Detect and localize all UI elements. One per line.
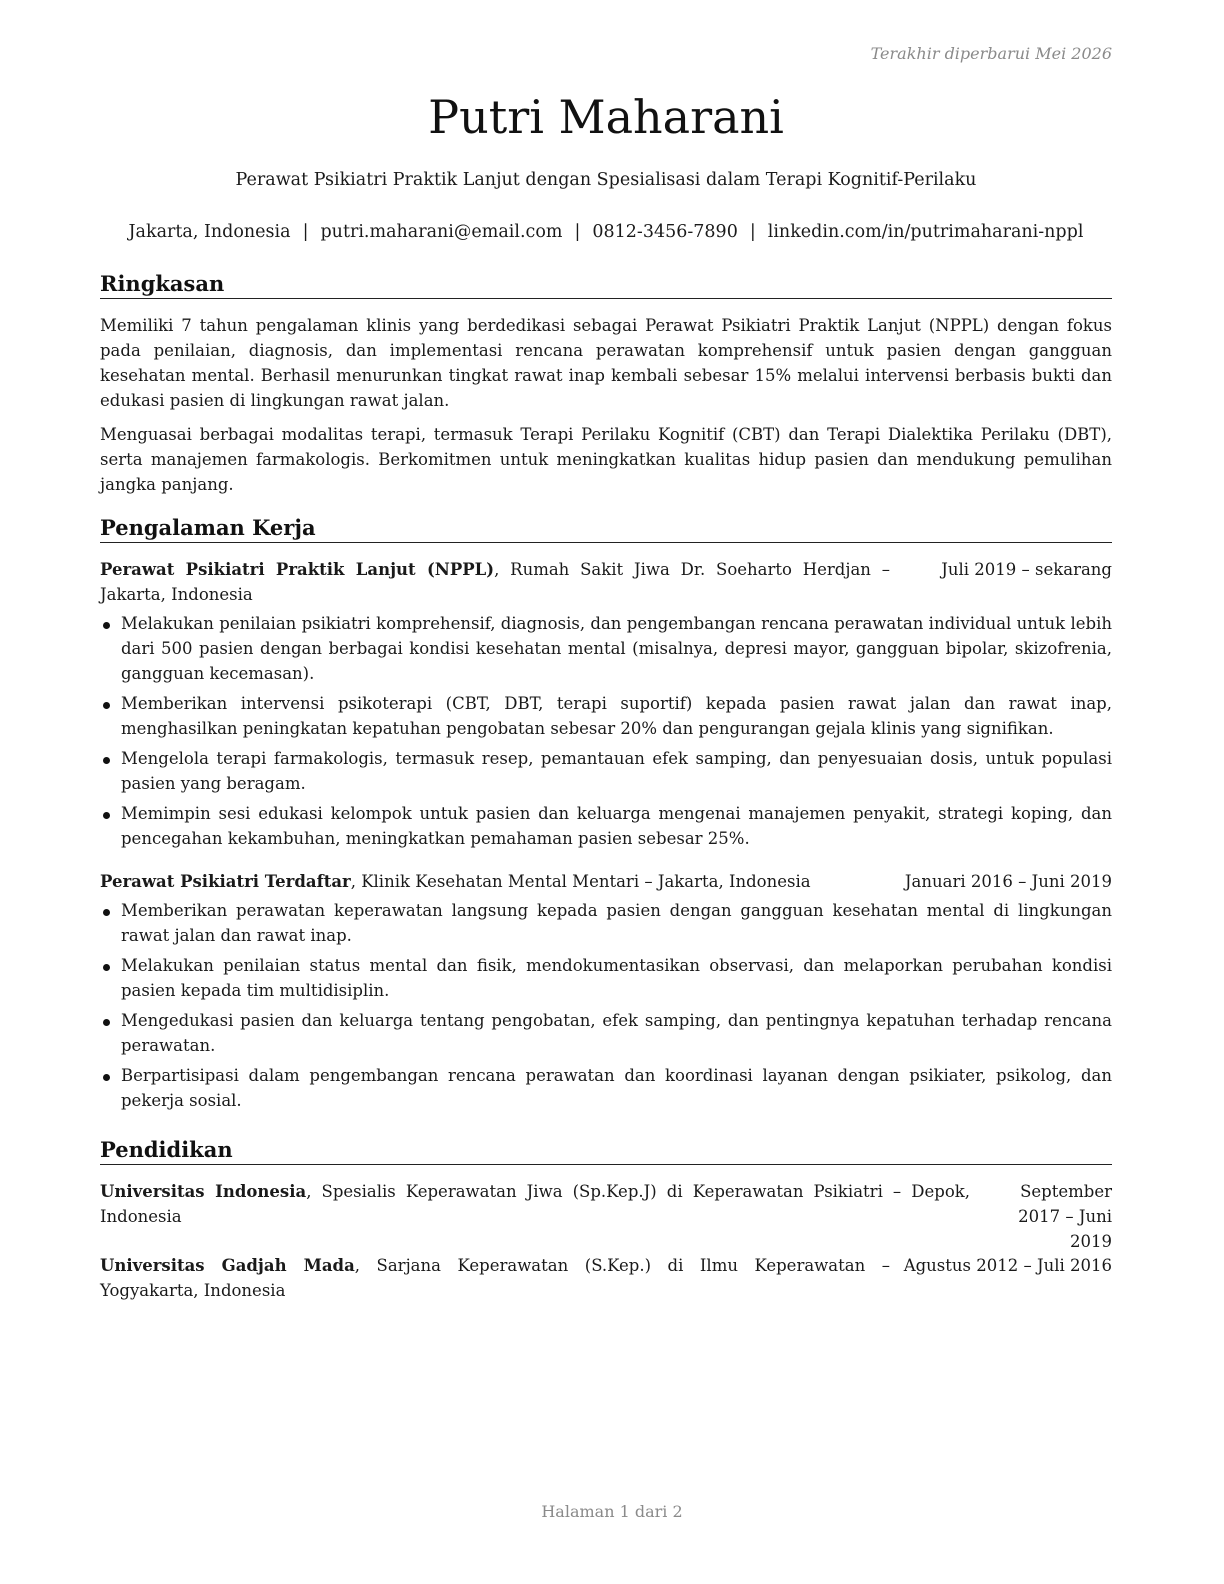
education-detail: , Sarjana Keperawatan (S.Kep.) di Ilmu Keperawatan – Yogyakarta, Indonesia: [100, 1256, 890, 1300]
education-entry: [100, 1253, 1112, 1303]
job-bullet: [100, 801, 1112, 851]
summary-section: [100, 270, 1112, 497]
bullet-icon: [103, 702, 110, 709]
bullet-icon: [103, 812, 110, 819]
job-dates: Juli 2019 – sekarang: [941, 560, 1112, 579]
job-bullet-list: [100, 898, 1112, 1113]
bullet-icon: [103, 1019, 110, 1026]
bullet-icon: [103, 757, 110, 764]
section-title-summary: Ringkasan: [100, 270, 1112, 299]
section-title-experience: Pengalaman Kerja: [100, 514, 1112, 543]
contact-separator: |: [749, 222, 756, 242]
experience-section: [100, 514, 1112, 1118]
education-dates: Agustus 2012 – Juli 2016: [903, 1256, 1112, 1275]
contact-separator: |: [302, 222, 309, 242]
summary-paragraph: Memiliki 7 tahun pengalaman klinis yang berdedikasi sebagai Perawat Psikiatri Praktik Lanjut (NPPL) dengan fokus pada penilaian, diagnosis, dan implementasi rencana perawatan komprehensif untuk pasien dengan gangguan kesehatan mental. Berhasil menurunkan tingkat rawat inap kembali sebesar 15% melalui intervensi berbasis bukti dan edukasi pasien di lingkungan rawat jalan.: [100, 316, 1112, 410]
job-header: [100, 557, 1112, 607]
job-bullet: [100, 691, 1112, 741]
job-bullet-text: Memberikan perawatan keperawatan langsung kepada pasien dengan gangguan kesehatan mental di lingkungan rawat jalan dan rawat inap.: [121, 901, 1112, 945]
last-updated-note: Terakhir diperbarui Mei 2026: [870, 44, 1112, 63]
summary-paragraph: Menguasai berbagai modalitas terapi, termasuk Terapi Perilaku Kognitif (CBT) dan Terapi Dialektika Perilaku (DBT), serta manajemen farmakologis. Berkomitmen untuk meningkatkan kualitas hidup pasien dan mendukung pemulihan jangka panjang.: [100, 425, 1112, 494]
contact-line: [100, 220, 1112, 244]
job-bullet-text: Mengedukasi pasien dan keluarga tentang pengobatan, efek samping, dan pentingnya kepatuhan terhadap rencana perawatan.: [121, 1011, 1112, 1055]
education-entry: [100, 1179, 1112, 1251]
job-role: Perawat Psikiatri Praktik Lanjut (NPPL): [100, 560, 495, 579]
contact-email[interactable]: putri.maharani@email.com: [320, 222, 563, 242]
job-role: Perawat Psikiatri Terdaftar: [100, 872, 351, 891]
job-bullet: [100, 1063, 1112, 1113]
job-organization: , Klinik Kesehatan Mental Mentari – Jakarta, Indonesia: [350, 872, 811, 891]
job-bullet-text: Memberikan intervensi psikoterapi (CBT, DBT, terapi suportif) kepada pasien rawat jalan dan rawat inap, menghasilkan peningkatan kepatuhan pengobatan sebesar 20% dan pengurangan gejala klinis yang signifikan.: [121, 694, 1112, 738]
contact-location: Jakarta, Indonesia: [128, 222, 291, 242]
education-school: Universitas Gadjah Mada: [100, 1256, 355, 1275]
job-entry: [100, 869, 1112, 1113]
job-bullet-text: Mengelola terapi farmakologis, termasuk resep, pemantauan efek samping, dan penyesuaian dosis, untuk populasi pasien yang beragam.: [121, 749, 1112, 793]
bullet-icon: [103, 909, 110, 916]
candidate-name: Putri Maharani: [428, 90, 784, 144]
job-bullet-text: Melakukan penilaian status mental dan fisik, mendokumentasikan observasi, dan melaporkan perubahan kondisi pasien kepada tim multidisiplin.: [121, 956, 1112, 1000]
education-school: Universitas Indonesia: [100, 1182, 307, 1201]
bullet-icon: [103, 964, 110, 971]
contact-linkedin[interactable]: linkedin.com/in/putrimaharani-nppl: [767, 222, 1084, 242]
page-number-footer: Halaman 1 dari 2: [541, 1502, 683, 1521]
job-bullet: [100, 611, 1112, 686]
candidate-headline: Perawat Psikiatri Praktik Lanjut dengan Spesialisasi dalam Terapi Kognitif-Perilaku: [235, 170, 977, 190]
job-bullet: [100, 898, 1112, 948]
bullet-icon: [103, 622, 110, 629]
job-bullet-list: [100, 611, 1112, 851]
education-dates: September 2017 – Juni 2019: [1018, 1182, 1112, 1251]
job-dates: Januari 2016 – Juni 2019: [904, 872, 1112, 891]
job-organization: , Rumah Sakit Jiwa Dr. Soeharto Herdjan – Jakarta, Indonesia: [100, 560, 890, 604]
education-detail: , Spesialis Keperawatan Jiwa (Sp.Kep.J) di Keperawatan Psikiatri – Depok, Indonesia: [100, 1182, 970, 1226]
section-title-education: Pendidikan: [100, 1136, 1112, 1165]
job-bullet: [100, 953, 1112, 1003]
job-bullet: [100, 746, 1112, 796]
job-bullet: [100, 1008, 1112, 1058]
education-section: [100, 1136, 1112, 1303]
contact-separator: |: [574, 222, 581, 242]
job-entry: [100, 557, 1112, 851]
job-bullet-text: Memimpin sesi edukasi kelompok untuk pasien dan keluarga mengenai manajemen penyakit, strategi koping, dan pencegahan kekambuhan, meningkatkan pemahaman pasien sebesar 25%.: [121, 804, 1112, 848]
job-header: [100, 869, 1112, 894]
job-bullet-text: Melakukan penilaian psikiatri komprehensif, diagnosis, dan pengembangan rencana perawatan individual untuk lebih dari 500 pasien dengan berbagai kondisi kesehatan mental (misalnya, depresi mayor, gangguan bipolar, skizofrenia, gangguan kecemasan).: [121, 614, 1112, 683]
contact-phone: 0812-3456-7890: [592, 222, 738, 242]
job-bullet-text: Berpartisipasi dalam pengembangan rencana perawatan dan koordinasi layanan dengan psikiater, psikolog, dan pekerja sosial.: [121, 1066, 1112, 1110]
bullet-icon: [103, 1074, 110, 1081]
